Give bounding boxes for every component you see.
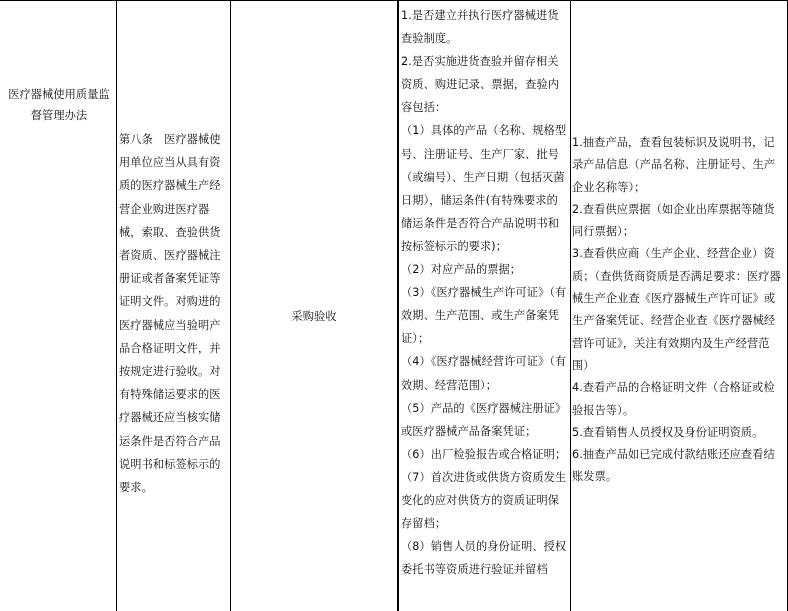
check-point: （3）《医疗器械生产许可证》（有效期、生产范围、或生产备案凭证）； bbox=[401, 286, 567, 346]
regulation-name-cell bbox=[0, 0, 117, 611]
method-item: 2.查看供应票据（如企业出库票据等随货同行票据）； bbox=[572, 202, 775, 239]
method-item: 3.查看供应商（生产企业、经营企业）资质；（查供货商资质是否满足要求：医疗器械生产企业查《医疗器械生产许可证》或生产备案凭证、经营企业查《医疗器械经营许可证》，关注有效期内及生产经营范围） bbox=[572, 247, 781, 372]
check-point: （8）销售人员的身份证明、授权委托书等资质进行验证并留档 bbox=[401, 540, 567, 577]
item-cell bbox=[231, 0, 398, 611]
check-point: （1）具体的产品（名称、规格型号、注册证号、生产厂家、批号（或编号）、生产日期（包括灭菌日期），储运条件(有特殊要求的储运条件是否符合产品说明书和按标签标示的要求)； bbox=[401, 124, 567, 253]
check-point: （2）对应产品的票据； bbox=[401, 263, 522, 277]
article-cell bbox=[117, 0, 231, 611]
check-point: （6）出厂检验报告或合格证明； bbox=[401, 447, 567, 461]
methods-cell bbox=[571, 0, 788, 611]
check-points-cell bbox=[398, 0, 571, 611]
check-point: （5）产品的《医疗器械注册证》或医疗器械产品备案凭证； bbox=[401, 401, 567, 438]
check-point: （4）《医疗器械经营许可证》（有效期、经营范围）； bbox=[401, 355, 567, 392]
method-item: 4.查看产品的合格证明文件（合格证或检验报告等）。 bbox=[572, 381, 775, 417]
regulation-name: 医疗器械使用质量监督管理办法 bbox=[8, 88, 110, 122]
article-text: 第八条 医疗器械使用单位应当从具有资质的医疗器械生产经营企业购进医疗器械，索取、查验供货者资质、医疗器械注册证或者备案凭证等证明文件。对购进的医疗器械应当验明产品合格证明文件，并按规定进行验收。对有特殊储运要求的医疗器械还应当核实储运条件是否符合产品说明书和标签标示的要求。 bbox=[119, 133, 221, 495]
methods-list bbox=[572, 132, 785, 489]
method-item: 5.查看销售人员授权及身份证明资质。 bbox=[572, 425, 764, 439]
check-point: 1.是否建立并执行医疗器械进货查验制度。 bbox=[401, 9, 559, 46]
check-points-list bbox=[401, 4, 568, 581]
method-item: 1.抽查产品，查看包装标识及说明书，记录产品信息（产品名称、注册证号、生产企业名称等）； bbox=[572, 136, 776, 194]
check-point: （7）首次进货或供货方资质发生变化的应对供货方的资质证明保存留档； bbox=[401, 470, 567, 531]
check-point: 2.是否实施进货查验并留存相关资质、购进记录、票据，查验内容包括： bbox=[401, 55, 560, 115]
item-name: 采购验收 bbox=[291, 310, 337, 323]
method-item: 6.抽查产品如已完成付款结账还应查看结账发票。 bbox=[572, 448, 775, 484]
